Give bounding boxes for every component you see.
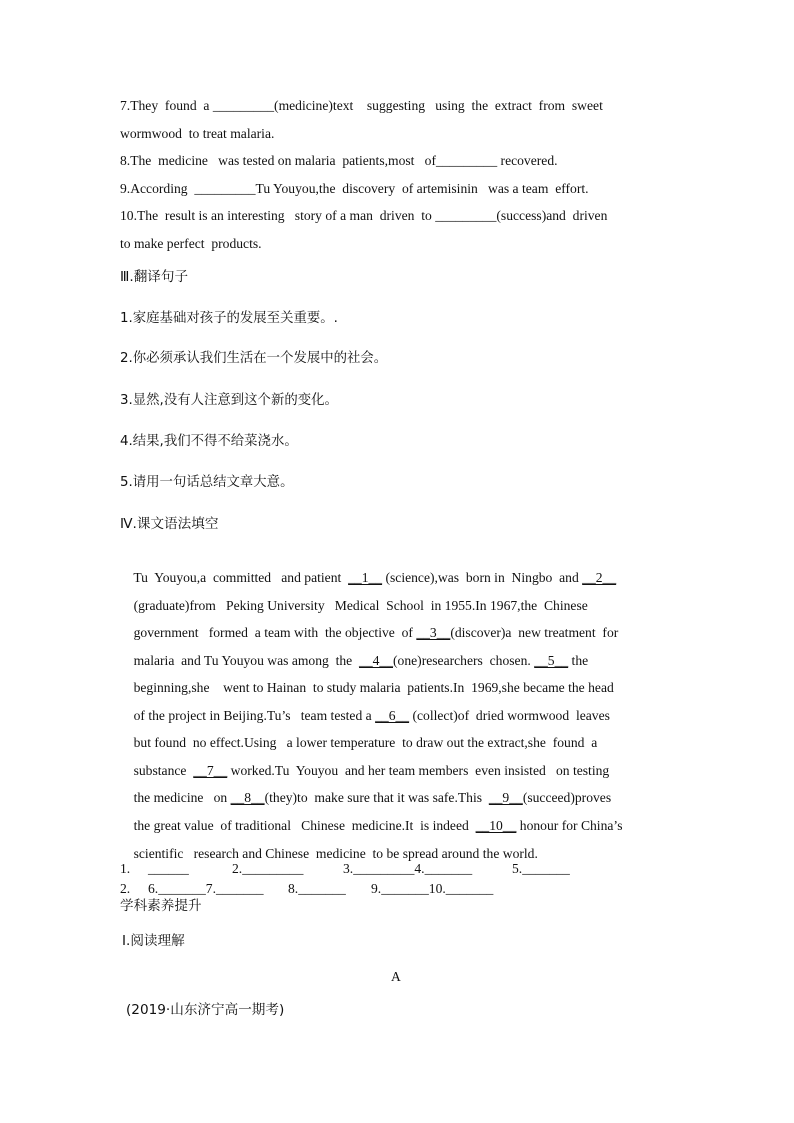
- passage-text: (collect)of dried wormwood leaves: [409, 708, 610, 723]
- answer-blank: ______: [148, 861, 189, 876]
- blank-8: __8__: [230, 790, 265, 805]
- answer-blank: 3._________4._______: [343, 861, 473, 876]
- exercise-line-10: 10.The result is an interesting story of a man driven to _________(success)and driven: [120, 208, 608, 223]
- blank-3: __3__: [416, 625, 451, 640]
- exercise-line-9: 9.According _________Tu Youyou,the discovery of artemisinin was a team effort.: [120, 181, 589, 196]
- reading-heading: Ⅰ.阅读理解: [122, 933, 185, 949]
- section-4-heading: Ⅳ.课文语法填空: [120, 516, 219, 532]
- passage-text: scientific research and Chinese medicine to be spread around the world.: [133, 846, 538, 861]
- passage-text: beginning,she went to Hainan to study malaria patients.In 1969,she became the head: [133, 680, 614, 695]
- answer-label: 1.: [120, 861, 131, 876]
- section-title: 学科素养提升: [120, 898, 202, 914]
- passage-text: (they)to make sure that it was safe.This: [264, 790, 489, 805]
- blank-6: __6__: [375, 708, 410, 723]
- passage-text: Tu Youyou,a committed and patient: [133, 570, 349, 585]
- exercise-line-7: 7.They found a _________(medicine)text suggesting using the extract from sweet: [120, 98, 603, 113]
- translation-item-2: 2.你必须承认我们生活在一个发展中的社会。: [120, 351, 388, 366]
- passage-text: government formed a team with the objective of: [133, 625, 417, 640]
- blank-4: __4__: [359, 653, 394, 668]
- passage-text: (discover)a new treatment for: [450, 625, 619, 640]
- answer-label: 2.: [120, 881, 131, 896]
- exercise-line-10-cont: to make perfect products.: [120, 236, 262, 251]
- answer-blank: 9._______10._______: [371, 881, 494, 896]
- answer-blank: 5._______: [512, 861, 570, 876]
- blank-10: __10__: [475, 818, 517, 833]
- exercise-line-7-cont: wormwood to treat malaria.: [120, 126, 275, 141]
- translation-item-5: 5.请用一句话总结文章大意。: [120, 475, 294, 490]
- passage-text: (succeed)proves: [522, 790, 612, 805]
- passage-text: the: [568, 653, 589, 668]
- blank-9: __9__: [488, 790, 523, 805]
- passage-text: the medicine on: [133, 790, 231, 805]
- answer-blank: 6._______7._______: [148, 881, 264, 896]
- passage-text: honour for China’s: [516, 818, 623, 833]
- passage-text: (graduate)from Peking University Medical School in 1955.In 1967,the Chinese: [133, 598, 588, 613]
- translation-item-3: 3.显然,没有人注意到这个新的变化。: [120, 393, 338, 408]
- blank-2: __2__: [582, 570, 617, 585]
- translation-item-1: 1.家庭基础对孩子的发展至关重要。.: [120, 311, 338, 326]
- passage-text: (one)researchers chosen.: [393, 653, 535, 668]
- answer-blank: 2._________: [232, 861, 304, 876]
- answer-blank: 8._______: [288, 881, 346, 896]
- passage-text: worked.Tu Youyou and her team members even insisted on testing: [227, 763, 610, 778]
- passage-text: the great value of traditional Chinese medicine.It is indeed: [133, 818, 476, 833]
- passage-text: of the project in Beijing.Tu’s team tested a: [133, 708, 376, 723]
- source-note: (2019·山东济宁高一期考): [126, 1002, 285, 1018]
- passage-text: (science),was born in Ningbo and: [382, 570, 583, 585]
- blank-5: __5__: [534, 653, 569, 668]
- passage-text: malaria and Tu Youyou was among the: [133, 653, 360, 668]
- section-3-heading: Ⅲ.翻译句子: [120, 269, 189, 285]
- exercise-line-8: 8.The medicine was tested on malaria patients,most of_________ recovered.: [120, 153, 558, 168]
- passage-text: but found no effect.Using a lower temperature to draw out the extract,she found a: [133, 735, 598, 750]
- passage-label: A: [391, 969, 401, 984]
- blank-1: __1__: [348, 570, 383, 585]
- blank-7: __7__: [193, 763, 228, 778]
- passage-text: substance: [133, 763, 194, 778]
- translation-item-4: 4.结果,我们不得不给菜浇水。: [120, 434, 298, 449]
